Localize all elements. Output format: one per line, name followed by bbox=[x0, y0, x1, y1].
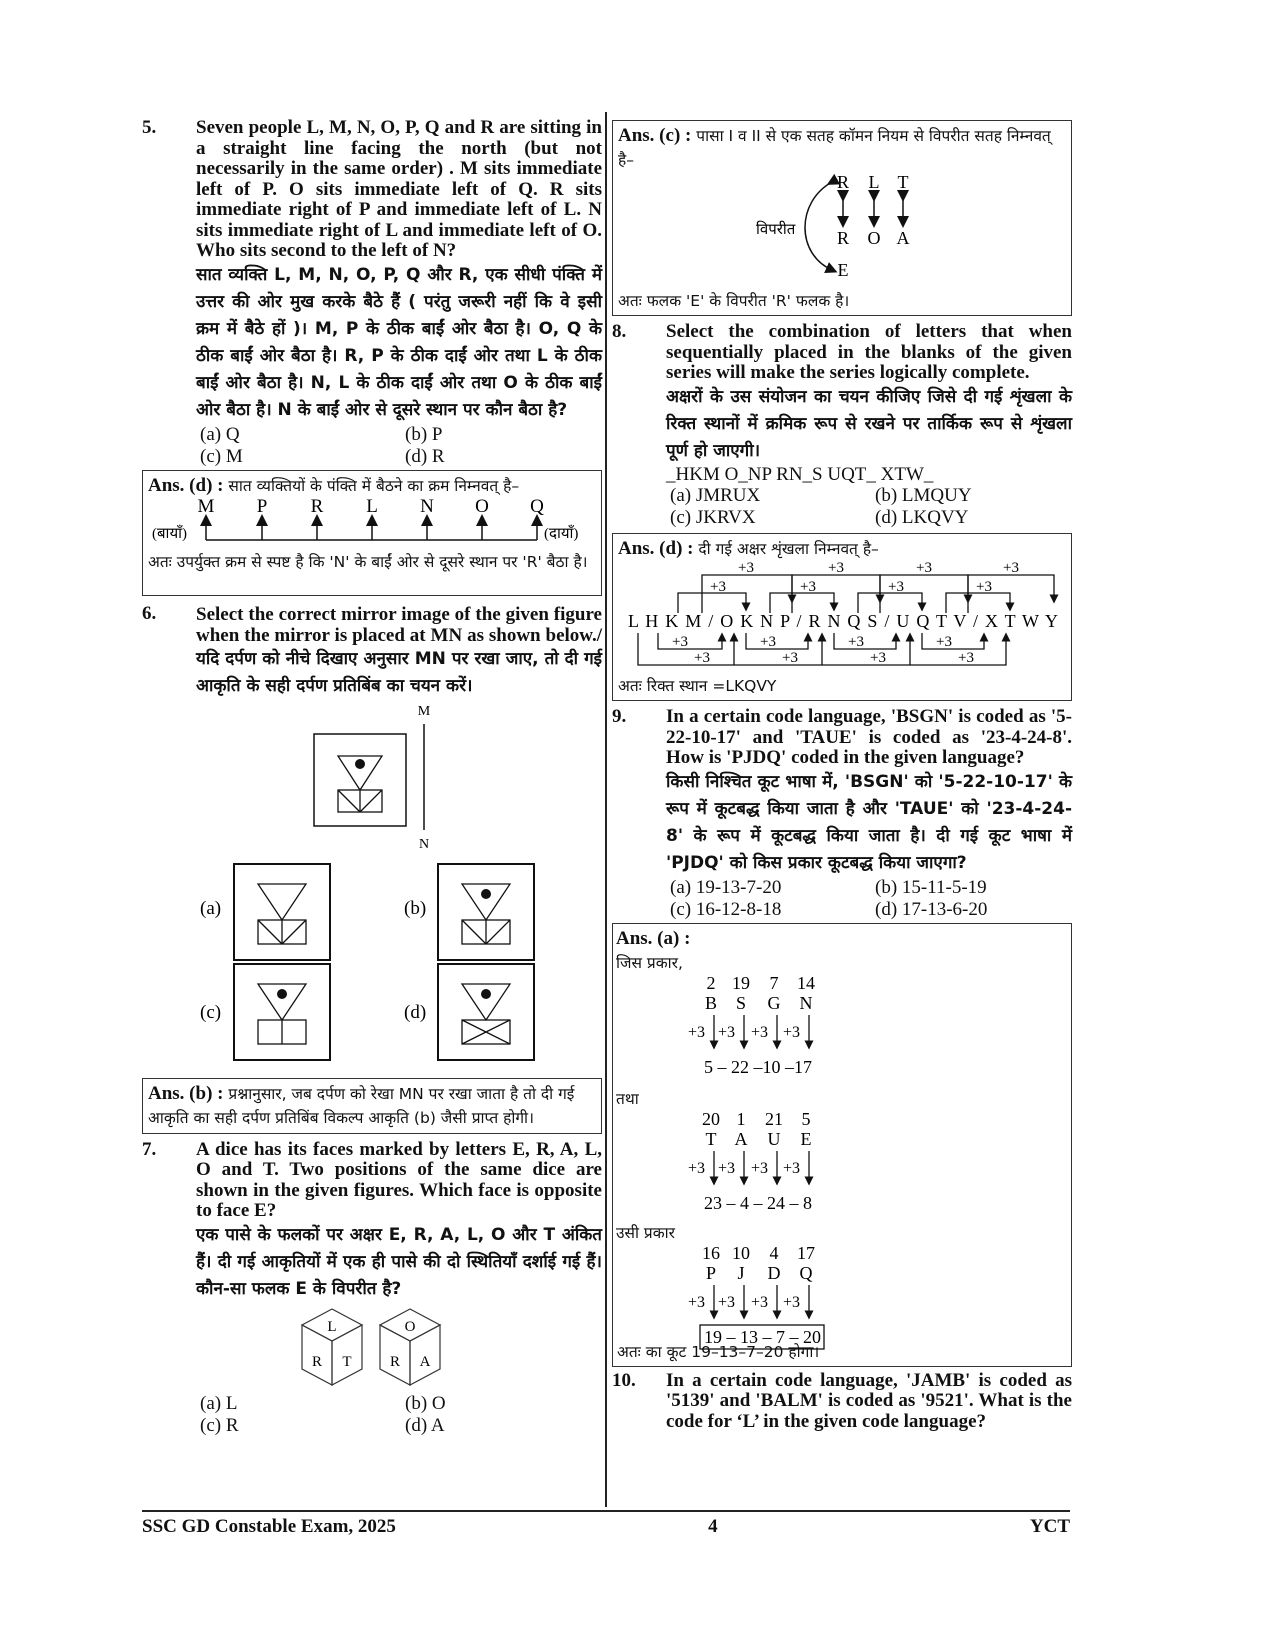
left-column bbox=[142, 118, 602, 1437]
answer-text: सात व्यक्तियों के पंक्ति में बैठने का क्रम निम्नवत् है– bbox=[228, 476, 520, 495]
step-label: +3 bbox=[958, 650, 974, 666]
order-letter: L bbox=[366, 497, 378, 517]
question-text-hindi: किसी निश्चित कूट भाषा में, 'BSGN' को '5-22-10-17' के रूप में कूटबद्ध किया जाता है और 'TAUE' को '23-4-24-8' के रूप में कूटबद्ध किया जाता है। दी गई कूट भाषा में 'PJDQ' को किस प्रकार कूटबद्ध किया जाएगा? bbox=[666, 771, 1072, 873]
question-text-hindi: एक पासे के फलकों पर अक्षर E, R, A, L, O और T अंकित हैं। दी गई आकृतियों में एक ही पासे की दो स्थितियाँ दर्शाई गई हैं। कौन-सा फलक E के विपरीत है? bbox=[196, 1224, 602, 1299]
step-label: +3 bbox=[718, 1023, 736, 1041]
ex3-num: 16 bbox=[702, 1244, 720, 1263]
option-c-label: (c) bbox=[200, 1001, 222, 1023]
step-label: +3 bbox=[828, 561, 844, 576]
question-text: In a certain code language, 'JAMB' is coded as '5139' and 'BALM' is coded as '9521'. What is the code for ‘L’ in the given code language? bbox=[666, 1369, 1072, 1432]
options bbox=[200, 424, 602, 468]
step-label: +3 bbox=[751, 1293, 769, 1311]
option-d: (d) LKQVY bbox=[875, 507, 969, 528]
ex3-num: 4 bbox=[769, 1244, 779, 1263]
question-text: Select the correct mirror image of the given figure when the mirror is placed at MN as shown below./ bbox=[196, 603, 602, 646]
ex1-num: 14 bbox=[797, 974, 815, 993]
dice2-top: O bbox=[404, 1318, 416, 1335]
letter-series: _HKM O_NP RN_S UQT_ XTW_ bbox=[666, 463, 934, 485]
dot-shape bbox=[355, 759, 365, 769]
answer-label: Ans. (b) : bbox=[148, 1082, 224, 1104]
coding-example-2 bbox=[616, 1111, 1064, 1221]
ex1-num: 7 bbox=[769, 974, 779, 993]
dice-figures bbox=[142, 1303, 602, 1393]
option-a: (a) L bbox=[200, 1392, 238, 1414]
ex3-letter: J bbox=[737, 1262, 745, 1283]
step-label: +3 bbox=[751, 1159, 769, 1177]
answer-label: Ans. (d) : bbox=[618, 538, 694, 559]
step-label: +3 bbox=[888, 579, 904, 595]
bottom-letter: R bbox=[836, 228, 850, 248]
ex2-letter: E bbox=[800, 1128, 812, 1149]
question-number: 5. bbox=[142, 117, 157, 138]
mirror-label-m: M bbox=[417, 703, 431, 719]
option-c-figure bbox=[234, 964, 330, 1060]
dice1-top: L bbox=[327, 1318, 337, 1335]
dice2-left: R bbox=[389, 1353, 401, 1370]
e-letter: E bbox=[837, 260, 849, 280]
ex3-letter: Q bbox=[799, 1262, 813, 1283]
option-c: (c) JKRVX bbox=[670, 507, 756, 528]
step-label: +3 bbox=[760, 634, 776, 650]
step-label: +3 bbox=[916, 561, 932, 576]
step-label: +3 bbox=[694, 650, 710, 666]
step-label: +3 bbox=[718, 1159, 736, 1177]
question-number: 6. bbox=[142, 602, 157, 624]
as-text: जिस प्रकार, bbox=[616, 953, 683, 972]
answer-5 bbox=[142, 470, 602, 596]
step-label: +3 bbox=[751, 1023, 769, 1041]
question-7-options bbox=[142, 1393, 602, 1437]
answer-label: Ans. (c) : bbox=[618, 125, 692, 146]
ex2-letter: A bbox=[734, 1128, 748, 1149]
order-letter: M bbox=[197, 497, 215, 517]
dice1-left: R bbox=[311, 1353, 323, 1370]
series-diagram bbox=[618, 561, 1066, 673]
dice1-right: T bbox=[342, 1353, 352, 1370]
question-10 bbox=[612, 1371, 1072, 1433]
bottom-letter: A bbox=[896, 228, 910, 248]
mirror-label-n: N bbox=[418, 836, 430, 852]
option-d: (d) 17-13-6-20 bbox=[875, 898, 988, 920]
answer-conclusion: अतः रिक्त स्थान =LKQVY bbox=[618, 677, 777, 695]
step-label: +3 bbox=[738, 561, 754, 576]
option-a: (a) Q bbox=[200, 423, 240, 445]
ex1-num: 2 bbox=[706, 974, 716, 993]
opposite-faces-diagram bbox=[618, 172, 1066, 282]
question-9 bbox=[612, 707, 1072, 921]
dice2-right: A bbox=[419, 1353, 431, 1370]
ex2-num: 21 bbox=[765, 1110, 783, 1129]
top-letter: L bbox=[868, 172, 880, 192]
answer-conclusion: अतः का कूट 19–13–7–20 होगा। bbox=[617, 1342, 820, 1361]
ex2-letter: T bbox=[705, 1128, 717, 1149]
page-footer bbox=[142, 1510, 1070, 1538]
step-label: +3 bbox=[783, 1023, 801, 1041]
option-a-figure bbox=[234, 864, 330, 960]
step-label: +3 bbox=[710, 579, 726, 595]
answer-9 bbox=[612, 923, 1072, 1367]
footer-exam-name: SSC GD Constable Exam, 2025 bbox=[142, 1516, 396, 1537]
option-d-label: (d) bbox=[404, 1001, 427, 1023]
footer-page-number: 4 bbox=[708, 1516, 718, 1537]
similarly-text: उसी प्रकार bbox=[616, 1223, 675, 1242]
seating-diagram bbox=[148, 498, 596, 550]
question-text: A dice has its faces marked by letters E, R, A, L, O and T. Two positions of the same dice are shown in the given figures. Which face is opposite to face E? bbox=[196, 1138, 602, 1221]
answer-7 bbox=[612, 120, 1072, 316]
ex3-num: 10 bbox=[732, 1244, 750, 1263]
ex3-letter: D bbox=[767, 1262, 781, 1283]
ex2-letter: U bbox=[767, 1128, 781, 1149]
step-label: +3 bbox=[783, 1293, 801, 1311]
option-a-label: (a) bbox=[200, 897, 222, 919]
step-label: +3 bbox=[848, 634, 864, 650]
option-a: (a) JMRUX bbox=[670, 485, 761, 506]
ex1-code: 5 – 22 –10 –17 bbox=[704, 1056, 812, 1077]
curved-arrow bbox=[805, 182, 832, 270]
option-d: (d) A bbox=[405, 1414, 445, 1436]
question-8 bbox=[612, 322, 1072, 529]
answer-conclusion: अतः फलक 'E' के विपरीत 'R' फलक है। bbox=[618, 292, 850, 310]
ex2-num: 20 bbox=[702, 1110, 720, 1129]
order-letter: R bbox=[310, 497, 324, 517]
column-divider bbox=[605, 112, 607, 1507]
question-number: 9. bbox=[612, 706, 627, 727]
question-number: 7. bbox=[142, 1138, 157, 1160]
question-6 bbox=[142, 604, 602, 700]
step-label: +3 bbox=[1003, 561, 1019, 576]
order-letter: O bbox=[475, 497, 489, 517]
option-b: (b) LMQUY bbox=[875, 485, 972, 506]
option-c: (c) 16-12-8-18 bbox=[670, 898, 782, 920]
step-label: +3 bbox=[870, 650, 886, 666]
answer-text: प्रश्नानुसार, जब दर्पण को रेखा MN पर रखा जाता है तो दी गई आकृति का सही दर्पण प्रतिबिंब विकल्प आकृति (b) जैसी प्राप्त होगी। bbox=[148, 1084, 575, 1127]
step-label: +3 bbox=[688, 1159, 706, 1177]
question-5 bbox=[142, 118, 602, 468]
and-text: तथा bbox=[616, 1089, 639, 1108]
question-text-hindi: सात व्यक्ति L, M, N, O, P, Q और R, एक सीधी पंक्ति में उत्तर की ओर मुख करके बैठे हैं ( परंतु जरूरी नहीं कि वे इसी क्रम में बैठे हों )। M, P के ठीक बाईं ओर बैठा है। O, Q के ठीक बाईं ओर बैठा है। R, P के ठीक दाईं ओर तथा L के ठीक बाईं ओर बैठा है। N, L के ठीक दाईं ओर तथा O के ठीक बाईं ओर बैठा है। N के बाईं ओर से दूसरे स्थान पर कौन बैठा है? bbox=[196, 264, 602, 420]
ex3-code: 19 – 13 – 7 – 20 bbox=[704, 1326, 821, 1347]
ex2-num: 1 bbox=[736, 1110, 746, 1129]
top-letter: T bbox=[897, 172, 909, 192]
step-label: +3 bbox=[783, 1159, 801, 1177]
question-text-hindi: अक्षरों के उस संयोजन का चयन कीजिए जिसे दी गई शृंखला के रिक्त स्थानों में क्रमिक रूप से रखने पर तार्किक रूप से शृंखला पूर्ण हो जाएगी। bbox=[666, 386, 1072, 461]
ex2-code: 23 – 4 – 24 – 8 bbox=[704, 1192, 812, 1213]
ex1-letter: G bbox=[767, 992, 781, 1013]
option-a: (a) 19-13-7-20 bbox=[670, 876, 782, 898]
answer-label: Ans. (d) : bbox=[148, 474, 224, 496]
option-d: (d) R bbox=[405, 445, 445, 467]
footer-publisher: YCT bbox=[1029, 1516, 1070, 1537]
question-text: Select the combination of letters that when sequentially placed in the blanks of the given series will make the series logically complete. bbox=[666, 321, 1072, 383]
answer-text: पासा I व II से एक सतह कॉमन नियम से विपरीत सतह निम्नवत् है– bbox=[618, 127, 1051, 169]
bottom-letter: O bbox=[867, 228, 881, 248]
option-c: (c) M bbox=[200, 445, 243, 467]
ex1-letter: B bbox=[704, 992, 718, 1013]
question-text-hindi: यदि दर्पण को नीचे दिखाए अनुसार MN पर रखा जाए, तो दी गई आकृति के सही दर्पण प्रतिबिंब का चयन करें। bbox=[196, 648, 602, 696]
step-label: +3 bbox=[782, 650, 798, 666]
top-letter: R bbox=[836, 172, 850, 192]
question-number: 10. bbox=[612, 1369, 636, 1391]
sequence-text: L H K M / O K N P / R N Q S / U Q T V / X T W Y bbox=[628, 611, 1058, 631]
question-7 bbox=[142, 1140, 602, 1303]
answer-8 bbox=[612, 533, 1072, 701]
option-b: (b) P bbox=[405, 423, 443, 445]
option-b-figure bbox=[438, 864, 534, 960]
order-letter: N bbox=[420, 497, 434, 517]
question-text: In a certain code language, 'BSGN' is coded as '5-22-10-17' and 'TAUE' is coded as '23-4-24-8'. How is 'PJDQ' coded in the given language? bbox=[666, 706, 1072, 768]
step-label: +3 bbox=[672, 634, 688, 650]
answer-conclusion: अतः उपर्युक्त क्रम से स्पष्ट है कि 'N' के बाईं ओर से दूसरे स्थान पर 'R' बैठा है। bbox=[148, 552, 588, 571]
option-c: (c) R bbox=[200, 1414, 239, 1436]
step-label: +3 bbox=[718, 1293, 736, 1311]
step-label: +3 bbox=[976, 579, 992, 595]
option-b-label: (b) bbox=[404, 897, 427, 919]
coding-example-3 bbox=[616, 1245, 1064, 1353]
step-label: +3 bbox=[688, 1293, 706, 1311]
left-label: (बायाँ) bbox=[152, 525, 188, 542]
ex1-letter: N bbox=[799, 992, 813, 1013]
answer-text: दी गई अक्षर शृंखला निम्नवत् है– bbox=[698, 540, 879, 558]
ex1-num: 19 bbox=[732, 974, 750, 993]
option-b: (b) 15-11-5-19 bbox=[875, 876, 987, 898]
ex3-num: 17 bbox=[797, 1244, 815, 1263]
ex2-num: 5 bbox=[801, 1110, 811, 1129]
option-b: (b) O bbox=[405, 1392, 446, 1414]
right-label: (दायाँ) bbox=[544, 525, 579, 542]
step-label: +3 bbox=[936, 634, 952, 650]
step-label: +3 bbox=[800, 579, 816, 595]
answer-label: Ans. (a) : bbox=[616, 927, 691, 949]
coding-example-1 bbox=[616, 975, 1064, 1087]
ex3-letter: P bbox=[705, 1262, 717, 1283]
opposite-word: विपरीत bbox=[756, 222, 796, 238]
answer-6 bbox=[142, 1078, 602, 1134]
step-label: +3 bbox=[688, 1023, 706, 1041]
right-column bbox=[612, 120, 1072, 1432]
question-text: Seven people L, M, N, O, P, Q and R are sitting in a straight line facing the north (but not necessarily in the same order) . M sits immediate left of P. O sits immediate left of Q. R sits immediate right of P and immediate left of L. N sits immediate right of L and immediate left of O. Who sits second to the left of N? bbox=[196, 117, 602, 261]
question-number: 8. bbox=[612, 321, 627, 342]
ex1-letter: S bbox=[735, 992, 747, 1013]
order-letter: P bbox=[256, 497, 268, 517]
order-letter: Q bbox=[530, 497, 544, 517]
mirror-figure bbox=[142, 702, 602, 1074]
option-d-figure bbox=[438, 964, 534, 1060]
